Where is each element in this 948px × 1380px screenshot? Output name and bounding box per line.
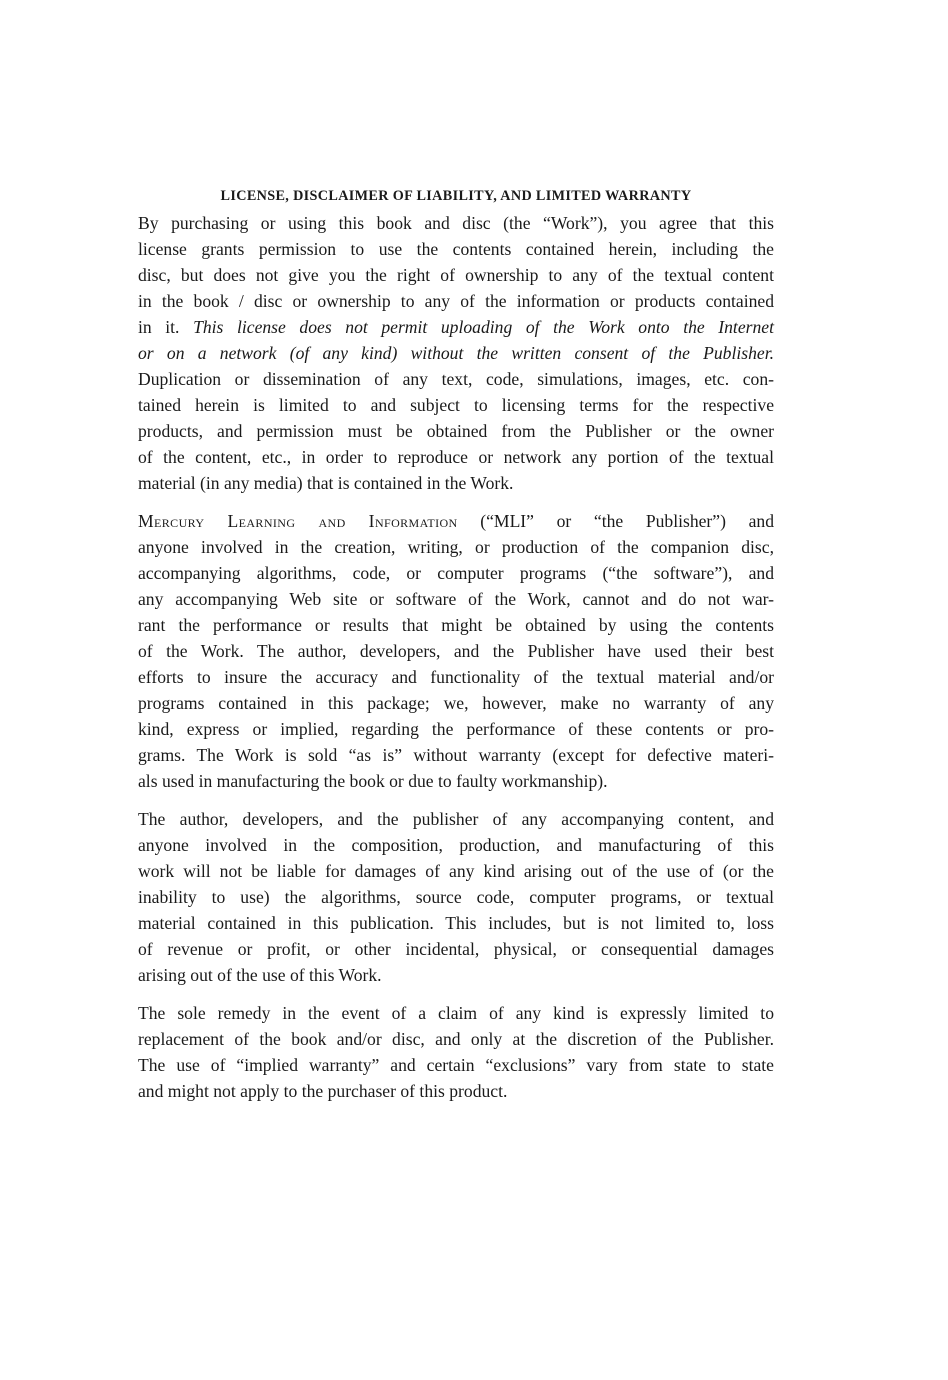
text-line: replacement of the book and/or disc, and only at the discretion of the Publisher. <box>138 1029 774 1049</box>
text-line: The use of “implied warranty” and certain “exclusions” vary from state to state <box>138 1055 774 1075</box>
text-normal: in it. <box>138 317 194 337</box>
text-line: disc, but does not give you the right of ownership to any of the textual content <box>138 265 774 285</box>
paragraph-sole-remedy <box>138 1000 774 1104</box>
text-line: anyone involved in the composition, production, and manufacturing of this <box>138 835 774 855</box>
text-line: rant the performance or results that might be obtained by using the contents <box>138 615 774 635</box>
text-line: als used in manufacturing the book or due to faulty workmanship). <box>138 771 608 791</box>
paragraph-no-warranty <box>138 508 774 794</box>
text-line: material (in any media) that is contained in the Work. <box>138 473 514 493</box>
text-line: material contained in this publication. This includes, but is not limited to, loss <box>138 913 774 933</box>
text-line: Duplication or dissemination of any text, code, simulations, images, etc. con- <box>138 369 774 389</box>
text-line: efforts to insure the accuracy and functionality of the textual material and/or <box>138 667 774 687</box>
text-line: and might not apply to the purchaser of this product. <box>138 1081 508 1101</box>
text-line: any accompanying Web site or software of the Work, cannot and do not war- <box>138 589 774 609</box>
text-line-italic: or on a network (of any kind) without the written consent of the Publisher. <box>138 343 774 363</box>
text-line: The sole remedy in the event of a claim of any kind is expressly limited to <box>138 1003 774 1023</box>
page-heading: LICENSE, DISCLAIMER OF LIABILITY, AND LIMITED WARRANTY <box>220 188 692 204</box>
text-line: tained herein is limited to and subject to licensing terms for the respective <box>138 395 774 415</box>
text-line: grams. The Work is sold “as is” without warranty (except for defective materi- <box>138 745 774 765</box>
text-line: products, and permission must be obtained from the Publisher or the owner <box>138 421 774 441</box>
text-line: anyone involved in the creation, writing, or production of the companion disc, <box>138 537 774 557</box>
text-line: arising out of the use of this Work. <box>138 965 382 985</box>
text-line: in the book / disc or ownership to any of the information or products contained <box>138 291 774 311</box>
license-page <box>138 186 774 1116</box>
text-line: work will not be liable for damages of any kind arising out of the use of (or the <box>138 861 774 881</box>
text-line: of revenue or profit, or other incidental, physical, or consequential damages <box>138 939 774 959</box>
paragraph-license-grant <box>138 210 774 496</box>
text-italic-emphasis: This license does not permit uploading of the Work onto the Internet <box>193 317 774 337</box>
text-line: accompanying algorithms, code, or computer programs (“the software”), and <box>138 563 774 583</box>
text-line: kind, express or implied, regarding the performance of these contents or pro- <box>138 719 774 739</box>
text-line: The author, developers, and the publisher of any accompanying content, and <box>138 809 774 829</box>
text-line <box>138 314 774 340</box>
publisher-name: Mercury Learning and Information <box>138 511 458 531</box>
text-line: programs contained in this package; we, however, make no warranty of any <box>138 693 774 713</box>
text-normal: (“MLI” or “the Publisher”) and <box>457 511 774 531</box>
text-line: of the Work. The author, developers, and the Publisher have used their best <box>138 641 774 661</box>
text-line: inability to use) the algorithms, source code, computer programs, or textual <box>138 887 774 907</box>
text-line: license grants permission to use the contents contained herein, including the <box>138 239 774 259</box>
text-line: of the content, etc., in order to reproduce or network any portion of the textual <box>138 447 774 467</box>
text-line <box>138 508 774 534</box>
text-line: By purchasing or using this book and disc (the “Work”), you agree that this <box>138 213 774 233</box>
paragraph-liability <box>138 806 774 988</box>
